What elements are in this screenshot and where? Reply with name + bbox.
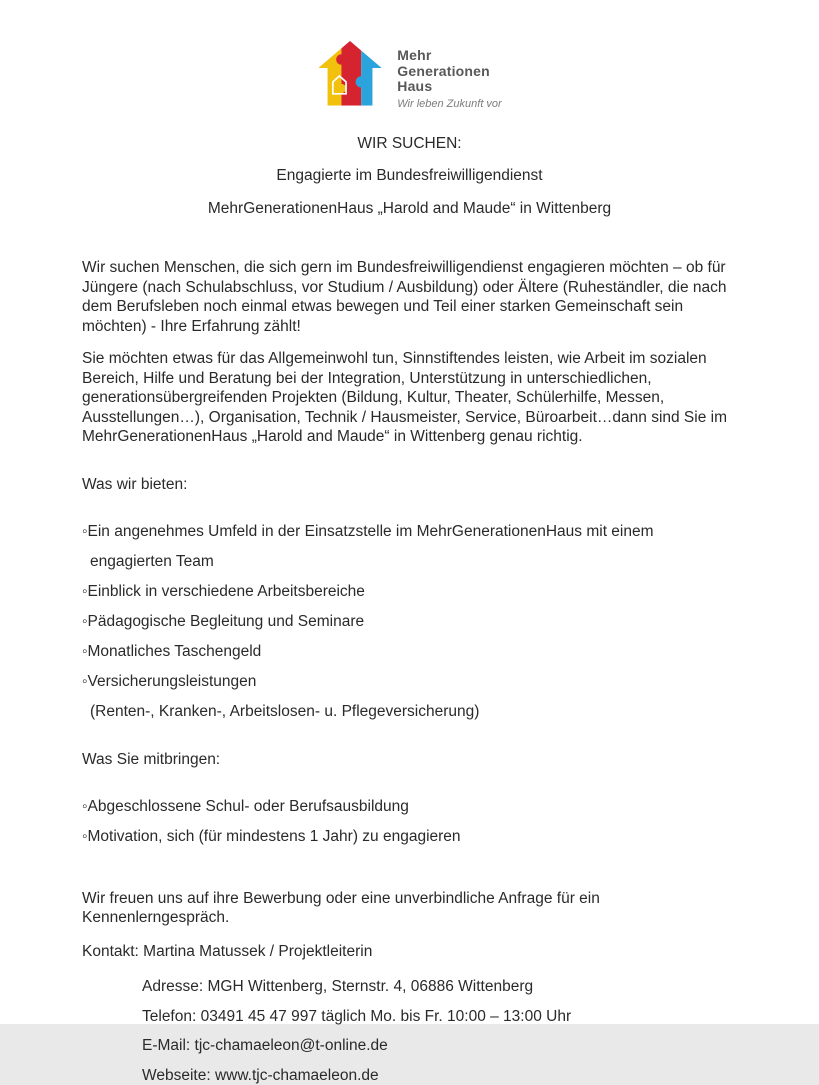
list-item: ◦Einblick in verschiedene Arbeitsbereiche	[82, 583, 365, 601]
logo-title-line: Mehr	[397, 47, 432, 63]
closing-paragraph: Wir freuen uns auf ihre Bewerbung oder eine unverbindliche Anfrage für ein Kennenlerngespräch.	[82, 889, 600, 927]
intro-paragraph-2: Sie möchten etwas für das Allgemeinwohl tun, Sinnstiftendes leisten, wie Arbeit im sozialen Bereich, Hilfe und Beratung bei der Integration, Unterstützung in unterschiedlichen, generationsübergreifenden Projekten (Bildung, Kultur, Theater, Schülerhilfe, Messen, Ausstellungen…), Organisation, Technik / Hausmeister, Service, Büroarbeit…dann sind Sie im MehrGenerationenHaus „Harold and Maude“ in Wittenberg genau richtig.	[82, 350, 727, 446]
headings-block	[0, 134, 819, 219]
bring-list	[82, 797, 737, 847]
contact-person-line: Kontakt: Martina Matussek / Projektleiterin	[82, 942, 373, 960]
offer-list	[82, 522, 737, 722]
list-item-continuation: (Renten-, Kranken-, Arbeitslosen- u. Pflegeversicherung)	[90, 703, 480, 721]
contact-phone: Telefon: 03491 45 47 997 täglich Mo. bis Fr. 10:00 – 13:00 Uhr	[142, 1007, 572, 1025]
logo-title-line: Haus	[397, 78, 433, 95]
heading-mgh-wittenberg: MehrGenerationenHaus „Harold and Maude“ in Wittenberg	[207, 199, 612, 217]
intro-paragraph-1: Wir suchen Menschen, die sich gern im Bundesfreiwilligendienst engagieren möchten – ob für Jüngere (nach Schulabschluss, vor Studium / Ausbildung) oder Ältere (Ruheständler, die nach dem Berufsleben noch einmal etwas bewegen und Teil einer starken Gemeinschaft sein möchten) - Ihre Erfahrung zählt!	[82, 259, 727, 335]
heading-engagierte: Engagierte im Bundesfreiwilligendienst	[276, 167, 543, 185]
heading-wir-suchen: WIR SUCHEN:	[357, 134, 462, 152]
contact-block	[82, 977, 737, 1085]
mgh-puzzle-house-icon	[317, 36, 383, 118]
logo-tagline: Wir leben Zukunft vor	[397, 98, 502, 111]
list-item: ◦Pädagogische Begleitung und Seminare	[82, 613, 365, 631]
list-item: ◦Monatliches Taschengeld	[82, 643, 262, 661]
list-item: ◦Versicherungsleistungen	[82, 673, 257, 691]
list-item: ◦Abgeschlossene Schul- oder Berufsausbildung	[82, 798, 409, 816]
list-item-continuation: engagierten Team	[90, 553, 214, 571]
logo-title-line: Generationen	[397, 62, 490, 79]
contact-email: E-Mail: tjc-chamaeleon@t-online.de	[142, 1037, 388, 1055]
list-item: ◦Motivation, sich (für mindestens 1 Jahr) zu engagieren	[82, 828, 461, 846]
mgh-logo	[0, 0, 819, 118]
contact-address: Adresse: MGH Wittenberg, Sternstr. 4, 06886 Wittenberg	[142, 978, 534, 996]
mgh-logo-text	[397, 48, 501, 112]
body-content	[0, 258, 819, 1085]
bring-heading: Was Sie mitbringen:	[82, 750, 221, 768]
list-item: ◦Ein angenehmes Umfeld in der Einsatzstelle im MehrGenerationenHaus mit einem	[82, 523, 654, 541]
offer-heading: Was wir bieten:	[82, 475, 188, 493]
contact-website: Webseite: www.tjc-chamaeleon.de	[142, 1066, 379, 1084]
